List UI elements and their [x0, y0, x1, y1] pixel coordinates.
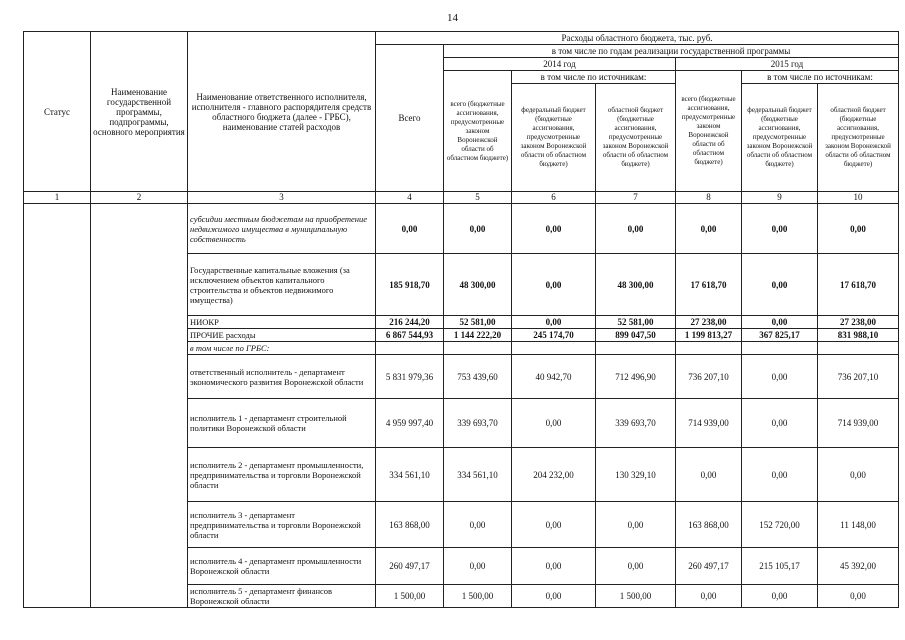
value-cell: 0,00: [818, 204, 899, 254]
value-cell: 1 500,00: [376, 585, 444, 608]
row-name: исполнитель 3 - департамент предпринимательства и торговли Воронежской области: [188, 502, 376, 548]
value-cell: 714 939,00: [676, 399, 742, 448]
value-cell: 0,00: [512, 502, 596, 548]
value-cell: 0,00: [512, 204, 596, 254]
value-cell: 0,00: [742, 448, 818, 502]
value-cell: 0,00: [596, 502, 676, 548]
budget-table: [23, 31, 899, 608]
value-cell: 0,00: [742, 355, 818, 399]
value-cell: 367 825,17: [742, 329, 818, 342]
program-cell: [91, 204, 188, 608]
value-cell: 260 497,17: [376, 548, 444, 585]
row-name: исполнитель 4 - департамент промышленности Воронежской области: [188, 548, 376, 585]
value-cell: 52 581,00: [596, 316, 676, 329]
value-cell: 0,00: [818, 585, 899, 608]
value-cell: 334 561,10: [376, 448, 444, 502]
row-name: НИОКР: [188, 316, 376, 329]
row-name: исполнитель 2 - департамент промышленности, предпринимательства и торговли Воронежской области: [188, 448, 376, 502]
status-cell: [24, 204, 91, 608]
page-number: 14: [447, 12, 458, 24]
header-col9: федеральный бюджет (бюджетные ассигнования, предусмотренные законом Воронежской области об областном бюджете): [742, 84, 818, 192]
header-col8: всего (бюджетные ассигнования, предусмотренные законом Воронежской области об областном бюджете): [676, 71, 742, 192]
value-cell: [742, 342, 818, 355]
value-cell: 753 439,60: [444, 355, 512, 399]
value-cell: 52 581,00: [444, 316, 512, 329]
value-cell: 152 720,00: [742, 502, 818, 548]
value-cell: 17 618,70: [676, 254, 742, 316]
value-cell: 0,00: [742, 399, 818, 448]
value-cell: 0,00: [512, 316, 596, 329]
col-number: 6: [512, 192, 596, 204]
row-name: ответственный исполнитель - департамент экономического развития Воронежской области: [188, 355, 376, 399]
value-cell: [444, 342, 512, 355]
value-cell: 0,00: [512, 548, 596, 585]
row-name: Государственные капитальные вложения (за исключением объектов капитального строительства и объектов недвижимого имущества): [188, 254, 376, 316]
value-cell: 736 207,10: [818, 355, 899, 399]
value-cell: 714 939,00: [818, 399, 899, 448]
header-sources-2015: в том числе по источникам:: [742, 71, 899, 84]
value-cell: 215 105,17: [742, 548, 818, 585]
col-number: 5: [444, 192, 512, 204]
header-executor-name: Наименование ответственного исполнителя, исполнителя - главного распорядителя средств областного бюджета (далее - ГРБС), наименование статей расходов: [188, 32, 376, 192]
value-cell: 204 232,00: [512, 448, 596, 502]
value-cell: 831 988,10: [818, 329, 899, 342]
column-number-row: [24, 192, 899, 204]
value-cell: 0,00: [376, 204, 444, 254]
value-cell: 0,00: [512, 399, 596, 448]
header-year-2014: 2014 год: [444, 58, 676, 71]
row-name: исполнитель 1 - департамент строительной политики Воронежской области: [188, 399, 376, 448]
value-cell: [512, 342, 596, 355]
value-cell: 6 867 544,93: [376, 329, 444, 342]
header-col7: областной бюджет (бюджетные ассигнования, предусмотренные законом Воронежской области об областном бюджете): [596, 84, 676, 192]
value-cell: 130 329,10: [596, 448, 676, 502]
value-cell: 0,00: [742, 254, 818, 316]
value-cell: 1 144 222,20: [444, 329, 512, 342]
value-cell: 45 392,00: [818, 548, 899, 585]
value-cell: 0,00: [676, 448, 742, 502]
value-cell: 245 174,70: [512, 329, 596, 342]
header-col10: областной бюджет (бюджетные ассигнования, предусмотренные законом Воронежской области об областном бюджете): [818, 84, 899, 192]
header-expenses-title: Расходы областного бюджета, тыс. руб.: [376, 32, 899, 45]
col-number: 10: [818, 192, 899, 204]
value-cell: 48 300,00: [596, 254, 676, 316]
value-cell: 260 497,17: [676, 548, 742, 585]
value-cell: 0,00: [512, 254, 596, 316]
header-status: Статус: [24, 32, 91, 192]
col-number: 3: [188, 192, 376, 204]
value-cell: [676, 342, 742, 355]
value-cell: 40 942,70: [512, 355, 596, 399]
value-cell: 27 238,00: [818, 316, 899, 329]
value-cell: 1 500,00: [596, 585, 676, 608]
value-cell: 0,00: [742, 204, 818, 254]
value-cell: 5 831 979,36: [376, 355, 444, 399]
value-cell: 163 868,00: [676, 502, 742, 548]
value-cell: 0,00: [444, 204, 512, 254]
value-cell: 163 868,00: [376, 502, 444, 548]
value-cell: 216 244,20: [376, 316, 444, 329]
value-cell: 4 959 997,40: [376, 399, 444, 448]
header-by-years: в том числе по годам реализации государственной программы: [444, 45, 899, 58]
value-cell: 0,00: [818, 448, 899, 502]
header-year-2015: 2015 год: [676, 58, 899, 71]
value-cell: 736 207,10: [676, 355, 742, 399]
col-number: 1: [24, 192, 91, 204]
value-cell: 1 500,00: [444, 585, 512, 608]
value-cell: 185 918,70: [376, 254, 444, 316]
value-cell: 712 496,90: [596, 355, 676, 399]
header-col6: федеральный бюджет (бюджетные ассигнования, предусмотренные законом Воронежской области об областном бюджете): [512, 84, 596, 192]
value-cell: 0,00: [676, 585, 742, 608]
value-cell: 0,00: [444, 548, 512, 585]
value-cell: 334 561,10: [444, 448, 512, 502]
row-name: в том числе по ГРБС:: [188, 342, 376, 355]
header-sources-2014: в том числе по источникам:: [512, 71, 676, 84]
value-cell: 0,00: [676, 204, 742, 254]
col-number: 7: [596, 192, 676, 204]
row-name: ПРОЧИЕ расходы: [188, 329, 376, 342]
value-cell: 0,00: [444, 502, 512, 548]
value-cell: [596, 342, 676, 355]
col-number: 2: [91, 192, 188, 204]
value-cell: [818, 342, 899, 355]
header-col5: всего (бюджетные ассигнования, предусмотренные законом Воронежской области об областном бюджете): [444, 71, 512, 192]
value-cell: 339 693,70: [596, 399, 676, 448]
value-cell: 17 618,70: [818, 254, 899, 316]
value-cell: 0,00: [742, 316, 818, 329]
row-name: субсидии местным бюджетам на приобретение недвижимого имущества в муниципальную собственность: [188, 204, 376, 254]
col-number: 8: [676, 192, 742, 204]
value-cell: [376, 342, 444, 355]
value-cell: 27 238,00: [676, 316, 742, 329]
value-cell: 11 148,00: [818, 502, 899, 548]
value-cell: 0,00: [596, 204, 676, 254]
col-number: 9: [742, 192, 818, 204]
value-cell: 899 047,50: [596, 329, 676, 342]
value-cell: 0,00: [742, 585, 818, 608]
row-name: исполнитель 5 - департамент финансов Воронежской области: [188, 585, 376, 608]
value-cell: 0,00: [596, 548, 676, 585]
value-cell: 339 693,70: [444, 399, 512, 448]
col-number: 4: [376, 192, 444, 204]
header-program-name: Наименование государственной программы, подпрограммы, основного мероприятия: [91, 32, 188, 192]
value-cell: 0,00: [512, 585, 596, 608]
value-cell: 48 300,00: [444, 254, 512, 316]
header-total: Всего: [376, 45, 444, 192]
table-row: [24, 204, 899, 254]
value-cell: 1 199 813,27: [676, 329, 742, 342]
